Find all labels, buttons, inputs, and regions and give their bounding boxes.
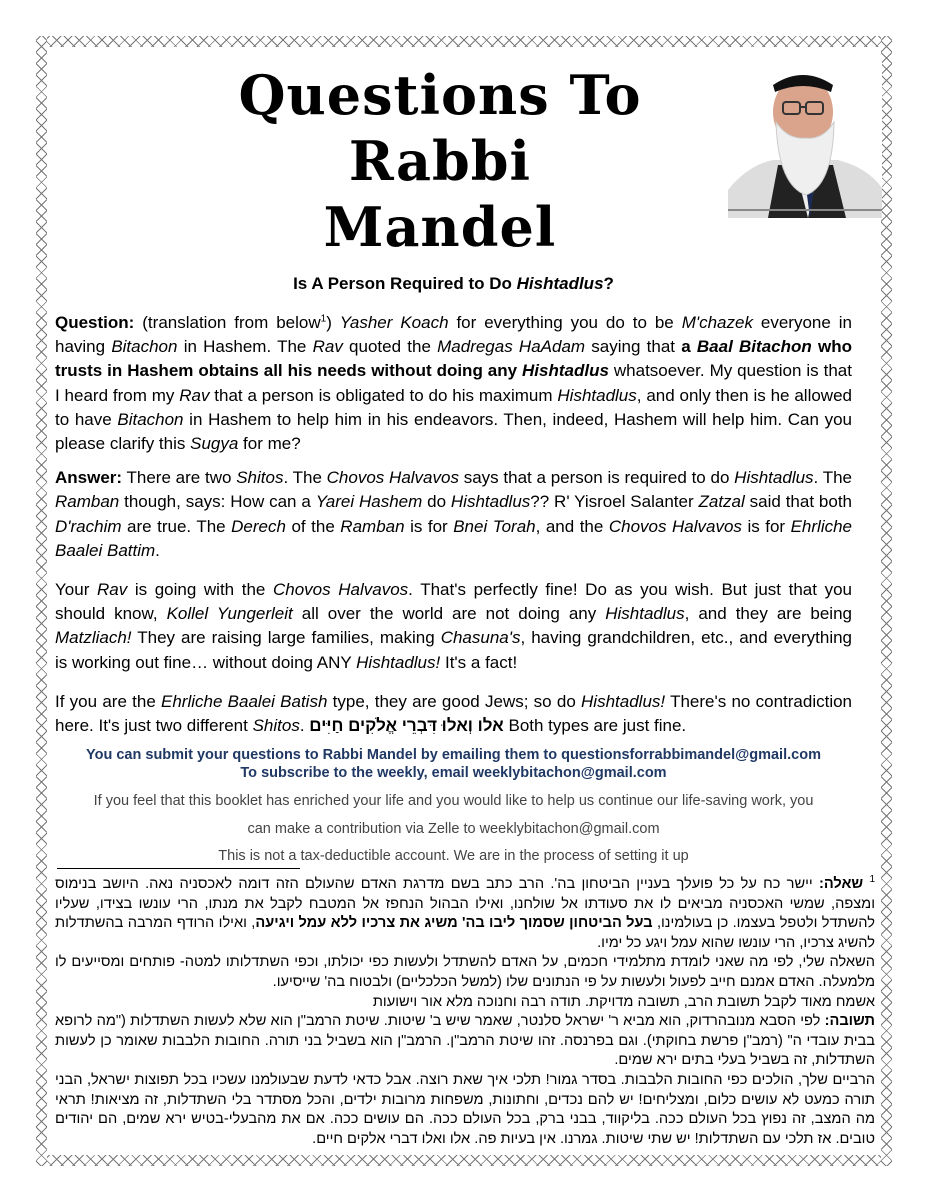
text-segment: Shitos bbox=[252, 716, 300, 736]
text-segment: Bitachon bbox=[117, 409, 184, 429]
text-segment: . The bbox=[813, 468, 853, 488]
text-segment: There are two bbox=[122, 468, 237, 488]
subscribe-line: To subscribe to the weekly, email weeklybitachon@gmail.com bbox=[240, 765, 667, 781]
article-body bbox=[55, 311, 852, 748]
text-segment: . That's perfectly fine! Do as you wish. But just that you should know, bbox=[55, 580, 853, 624]
text-segment: whatsoever. My question is that I heard from my bbox=[55, 361, 852, 405]
page-title bbox=[200, 62, 680, 260]
decorative-border-right bbox=[881, 36, 892, 1166]
text-segment: It's a fact! bbox=[440, 652, 518, 672]
text-segment: Yarei Hashem bbox=[315, 492, 423, 512]
text-segment: Ehrliche Baalei Batish bbox=[161, 691, 328, 711]
text-segment: Chovos Halvavos bbox=[326, 468, 459, 488]
text-segment: , having grandchildren, etc., and everything is working out fine… without doing ANY bbox=[55, 628, 853, 672]
text-segment: ?? R' Yisroel Salanter bbox=[530, 492, 699, 512]
text-segment: תשובה: bbox=[824, 1013, 875, 1030]
text-segment: in Hashem to help him in his endeavors. Then, indeed, Hashem will help him. Can you please clarify this bbox=[55, 409, 852, 454]
text-segment: השאלה שלי, לפי מה שאני לומדת מתלמידי חכמים, על האדם להשתדל ולעשות כפי יכולתו, וכפי השתדלותו למטה- פותחים ומסייעים לו מלמעלה. האדם אמנם חייב לפעול ולעשות על פי הנתונים שלו (למשל הכלכליים) ולבטוח בה' שייסיעו. bbox=[55, 954, 875, 990]
text-segment: Yasher Koach bbox=[339, 313, 449, 332]
title-line: Mandel bbox=[323, 195, 557, 259]
text-segment: Hishtadlus bbox=[450, 492, 531, 512]
text-segment: , and they are being bbox=[684, 604, 852, 624]
contact-info bbox=[55, 746, 852, 782]
text-segment: though, says: How can a bbox=[119, 492, 316, 512]
text-segment: Hishtadlus! bbox=[581, 691, 666, 711]
text-segment: , and the bbox=[535, 516, 609, 536]
text-segment: יישר כח על כל פועלך בעניין הביטחון בה'. הרב כתב בשם מדרגת האדם שהעולם הזה דומה לאכסניה נאה. היושב בנימוס ומצפה, שמשי האכסניה מביאים לו את סעודתו אל שולחנו, ואילו הבהול הנחפז אל המטבח לקבל את מנתו, הרי עונשו בצידו, שעליו להשתדל ולטפל בעצמו. כן בעולמינו, bbox=[55, 876, 875, 932]
text-segment: is for bbox=[741, 516, 791, 536]
decorative-border-top bbox=[36, 36, 892, 47]
text-segment: Hishtadlus bbox=[605, 604, 685, 624]
text-segment: for me? bbox=[238, 434, 301, 454]
text-segment: said that both bbox=[744, 492, 852, 512]
text-segment: who trusts in Hashem obtains all his needs without doing any bbox=[55, 337, 852, 381]
text-segment: Matzliach! bbox=[55, 628, 132, 648]
footnote-paragraph bbox=[55, 953, 875, 992]
text-segment: Rav bbox=[312, 337, 343, 357]
text-segment: Derech bbox=[231, 516, 286, 536]
footnote-answer bbox=[55, 1012, 875, 1071]
text-segment: . bbox=[155, 540, 160, 560]
footnote-paragraph bbox=[55, 993, 875, 1013]
answer-paragraph-3 bbox=[55, 690, 852, 738]
donation-line: can make a contribution via Zelle to weeklybitachon@gmail.com bbox=[247, 820, 660, 837]
text-segment: Zatzal bbox=[698, 492, 745, 512]
answer-paragraph-2 bbox=[55, 578, 852, 675]
hebrew-quote: אלו וְאלוּ דִּבְרֵי אֱלֹקִים חַיִּים bbox=[309, 716, 504, 736]
text-segment: Chovos Halvavos bbox=[273, 580, 409, 600]
submit-questions-line: You can submit your questions to Rabbi Mandel by emailing them to questionsforrabbimandel@gmail.com bbox=[86, 747, 821, 763]
text-segment: saying that bbox=[585, 337, 682, 357]
text-segment: Rav bbox=[179, 385, 210, 405]
rabbi-portrait-photo bbox=[728, 60, 882, 218]
text-segment: There's no contradiction here. It's just two different bbox=[55, 691, 852, 736]
text-segment: D'rachim bbox=[55, 516, 122, 536]
title-line: Questions To bbox=[238, 63, 642, 127]
text-segment: Chovos Halvavos bbox=[608, 516, 742, 536]
text-segment: quoted the bbox=[342, 337, 438, 357]
text-segment: Hishtadlus bbox=[516, 274, 604, 293]
text-segment: Shitos bbox=[236, 468, 284, 488]
decorative-border-bottom bbox=[36, 1155, 892, 1166]
text-segment: Baal Bitachon bbox=[696, 337, 812, 357]
text-segment: Both types are just fine. bbox=[503, 716, 687, 736]
text-segment: Hishtadlus! bbox=[356, 652, 441, 672]
text-segment: Ramban bbox=[340, 516, 405, 536]
hebrew-footnote bbox=[55, 875, 875, 1149]
text-segment: Chasuna's bbox=[440, 628, 521, 648]
text-segment: Bitachon bbox=[111, 337, 178, 357]
text-segment: (translation from below bbox=[134, 313, 321, 332]
text-segment: Answer: bbox=[55, 468, 123, 488]
text-segment: a bbox=[681, 337, 697, 357]
text-segment: Is A Person Required to Do bbox=[293, 274, 517, 293]
text-segment: do bbox=[422, 492, 451, 512]
text-segment: Question: bbox=[55, 313, 135, 332]
footnote-separator bbox=[57, 868, 300, 869]
text-segment: They are raising large families, making bbox=[131, 628, 441, 648]
decorative-border-left bbox=[36, 36, 47, 1166]
text-segment: Hishtadlus bbox=[557, 385, 637, 405]
text-segment: Ramban bbox=[55, 492, 120, 512]
text-segment: , and only then is he allowed to have bbox=[55, 385, 852, 429]
text-segment: אשמח מאוד לקבל תשובת הרב, תשובה מדויקת. תודה רבה וחנוכה מלא אור וישועות bbox=[372, 993, 875, 1010]
text-segment: Kollel Yungerleit bbox=[166, 604, 293, 624]
donation-line: If you feel that this booklet has enriched your life and you would like to help us continue our life-saving work, you bbox=[93, 793, 814, 809]
text-segment: for everything you do to be bbox=[448, 313, 682, 332]
text-segment: , ואילו הרודף המרבה בהשתדלות להשיג צרכיו, הרי עונשו שהוא עמל ויגע כל ימיו. bbox=[55, 915, 875, 951]
text-segment: Ehrliche Baalei Battim bbox=[55, 516, 853, 560]
text-segment: Hishtadlus bbox=[734, 468, 814, 488]
text-segment: in Hashem. The bbox=[177, 337, 313, 357]
text-segment: of the bbox=[285, 516, 341, 536]
title-line: Rabbi bbox=[348, 129, 532, 193]
footnote-question bbox=[55, 875, 875, 953]
text-segment: are true. The bbox=[121, 516, 232, 536]
text-segment: Sugya bbox=[190, 434, 239, 454]
text-segment: is going with the bbox=[127, 580, 273, 600]
donation-info bbox=[55, 788, 852, 871]
text-segment: Rav bbox=[96, 580, 128, 600]
text-segment: לפי הסבא מנובהרדוק, הוא מביא ר' ישראל סלנטר, שאמר שיש ב' שיטות. שיטת הרמב"ן הוא שלא לעשות השתדלות ("מה לרופא בבית עובדי ה" (רמב"ן פרשת בחוקתי). וגם בפרנסה. זהו שיטת הרמב"ן. הרמב"ן הוא בשביל בני תורה. החובות הלבבות שאומר כן לעשות השתדלות, זה בשביל בעלי בתים ירא שמים. bbox=[55, 1013, 875, 1069]
text-segment: If you are the bbox=[55, 691, 162, 711]
text-segment: Hishtadlus bbox=[522, 361, 609, 381]
text-segment: ? bbox=[603, 274, 614, 293]
tax-disclaimer: This is not a tax-deductible account. We are in the process of setting it up bbox=[218, 848, 689, 864]
text-segment: says that a person is required to do bbox=[458, 468, 735, 488]
footnote-paragraph bbox=[55, 1071, 875, 1149]
text-segment: everyone in having bbox=[55, 313, 852, 357]
text-segment: . bbox=[299, 716, 310, 736]
footnote-marker: 1 bbox=[320, 313, 327, 325]
text-segment: Bnei Torah bbox=[453, 516, 536, 536]
text-segment: that a person is obligated to do his maximum bbox=[209, 385, 558, 405]
question-heading bbox=[55, 274, 852, 294]
text-segment: הרביים שלך, הולכים כפי החובות הלבבות. בסדר גמור! תלכי איך שאת רוצה. אבל כדאי לדעת שבעולמנו עשכיו בכל תפוצות ישראל, הבני תורה כמעט לא עושים כלום, ומצליחים! יש להם נכדים, וחתונות, משפחות מרובות ילדים, והכל מסתדר בלי השתדלות, זה מציאות! תראי מה המצב, זה נפוץ בכל העולם ככה. בליקווד, בבני ברק, בכל העולם ככה. הם עושים ככה. אם את מהבעלי-בטיש ירא שמים, הם יהודים טובים. אז תלכי עם השתדלות! יש שתי שיטות. גמרנו. אין בעיות פה. אלו ואלו דברי אלקים חיים. bbox=[55, 1071, 875, 1147]
text-segment: שאלה: bbox=[818, 876, 864, 892]
text-segment: is for bbox=[404, 516, 454, 536]
text-segment: Your bbox=[55, 580, 97, 600]
text-segment: M'chazek bbox=[681, 313, 753, 332]
text-segment: Madregas HaAdam bbox=[437, 337, 586, 357]
answer-paragraph bbox=[55, 466, 852, 563]
text-segment: type, they are good Jews; so do bbox=[327, 691, 582, 711]
text-segment: . The bbox=[283, 468, 327, 488]
text-segment: all over the world are not doing any bbox=[292, 604, 606, 624]
text-segment: ) bbox=[326, 313, 340, 332]
footnote-marker: 1 bbox=[869, 874, 875, 886]
text-segment: בעל הביטחון שסמוך ליבו בה' משיג את צרכיו ללא עמל ויגיעה bbox=[255, 915, 653, 932]
question-paragraph bbox=[55, 311, 852, 456]
